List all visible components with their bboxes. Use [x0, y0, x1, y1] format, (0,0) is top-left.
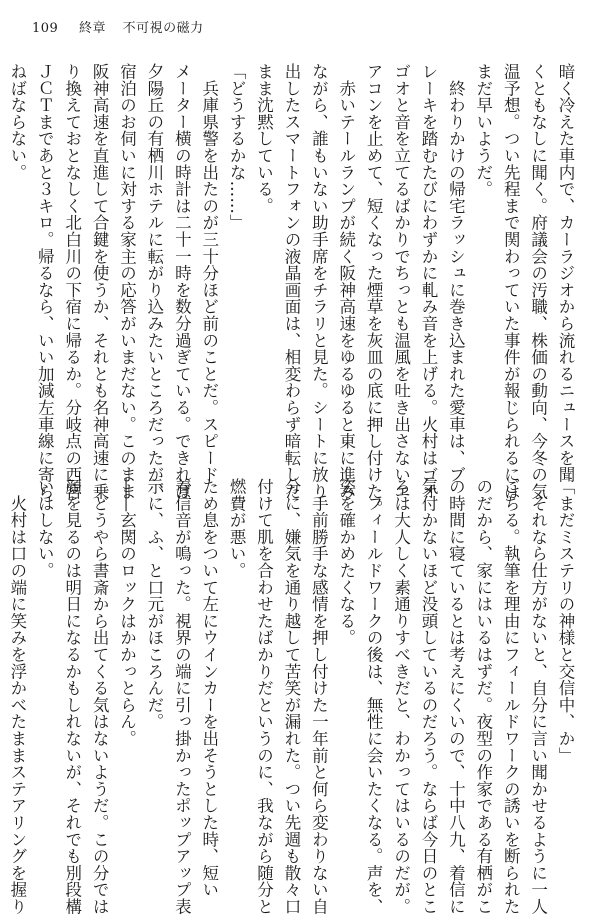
- text-line: 「どうするかな……」: [227, 63, 247, 231]
- chapter-label: 終章: [78, 21, 106, 36]
- text-line: 宿泊のお伺いに対する家主の応答がいまだない。このまま: [117, 63, 137, 500]
- text-line: 着信音が鳴った。視界の端に引っ掛かったポップアップ表: [172, 478, 192, 915]
- text-line: くともなしに聞く。府議会の汚職、株価の動向、今冬の気: [528, 63, 548, 500]
- text-line: メーター横の時計は二十一時を数分過ぎている。できれば: [172, 63, 192, 500]
- text-line: いはしない。: [35, 478, 55, 579]
- running-header: [32, 17, 204, 36]
- text-line: ねばならない。: [7, 63, 27, 181]
- lower-text-block: [7, 478, 579, 915]
- text-line: 「まだミステリの神様と交信中、か」: [556, 478, 575, 764]
- text-line: 姿を確かめたくなる。: [336, 478, 356, 646]
- text-line: ろは大人しく素通りすべきだと、わかってはいるのだが。: [391, 478, 411, 915]
- text-line: 分に、嫌気を通り越して苦笑が漏れた。つい先週も散々口: [281, 478, 301, 915]
- text-line: のだから、家にはいるはずだ。夜型の作家である有栖がこ: [473, 478, 493, 915]
- running-title: 不可視の磁力: [122, 21, 204, 36]
- text-line: それなら仕方がないと、自分に言い聞かせるように一人: [528, 478, 548, 915]
- text-line: アコンを止めて、短くなった煙草を灰皿の底に押し付けた。: [364, 63, 384, 517]
- text-line: 終わりかけの帰宅ラッシュに巻き込まれた愛車は、ブ: [446, 63, 466, 483]
- text-line: ――玄関のロックはかかっとらん。: [117, 478, 137, 747]
- text-line: 赤いテールランプが続く阪神高速をゆるゆると東に進み: [336, 63, 356, 500]
- text-line: 付けて肌を合わせたばかりだというのに、我ながら随分と: [254, 478, 274, 915]
- page-number: 109: [32, 21, 59, 36]
- text-line: まま沈黙している。: [254, 63, 274, 215]
- text-line: 火村は口の端に笑みを浮かべたままステアリングを握り: [7, 478, 27, 915]
- text-line: ながら、誰もいない助手席をチラリと見た。シートに放り: [309, 63, 329, 500]
- text-line: ため息をついて左にウインカーを出そうとした時、短い: [199, 478, 219, 898]
- text-line: 顔を見るのは明日になるかもしれないが、それでも別段構: [62, 478, 82, 915]
- text-line: 阪神高速を直進して合鍵を使うか、それとも名神高速に乗: [90, 63, 110, 500]
- text-line: ゴオと音を立てるばかりでちっとも温風を吐き出さないエ: [391, 63, 411, 500]
- text-line: り換えておとなしく北白川の下宿に帰るか。分岐点の西宮: [62, 63, 82, 500]
- text-line: ＪＣＴまであと３キロ。帰るなら、いい加減左車線に寄ら: [35, 63, 55, 500]
- text-line: 燃費が悪い。: [227, 478, 247, 579]
- text-line: 夕陽丘の有栖川ホテルに転がり込みたいところだったが、: [144, 63, 164, 500]
- text-line: 温予想。つい先程まで関わっていた事件が報じられるには: [501, 63, 521, 500]
- text-line: ごちる。執筆を理由にフィールドワークの誘いを断られた: [501, 478, 521, 915]
- text-line: レーキを踏むたびにわずかに軋み音を上げる。火村はゴオ: [418, 63, 438, 500]
- text-line: 気付かないほど没頭しているのだろう。ならば今日のとこ: [418, 478, 438, 915]
- text-line: フィールドワークの後は、無性に会いたくなる。声を、: [364, 478, 384, 915]
- text-line: [0, 478, 3, 874]
- upper-text-block: [7, 63, 579, 517]
- text-line: 示に、ふ、と口元がほころんだ。: [144, 478, 164, 730]
- text-line: まだ早いようだ。: [473, 63, 493, 198]
- text-line: 手前勝手な感情を押し付けた一年前と何ら変わりない自: [309, 478, 329, 915]
- text-line: 暗く冷えた車内で、カーラジオから流れるニュースを聞: [556, 63, 575, 483]
- text-line: どうやら書斎から出てくる気はないようだ。この分では: [90, 478, 110, 915]
- text-line: 出したスマートフォンの液晶画面は、相変わらず暗転した: [281, 63, 301, 500]
- text-line: 兵庫県警を出たのが三十分ほど前のことだ。スピード: [199, 63, 219, 483]
- text-line: の時間に寝ているとは考えにくいので、十中八九、着信に: [446, 478, 466, 915]
